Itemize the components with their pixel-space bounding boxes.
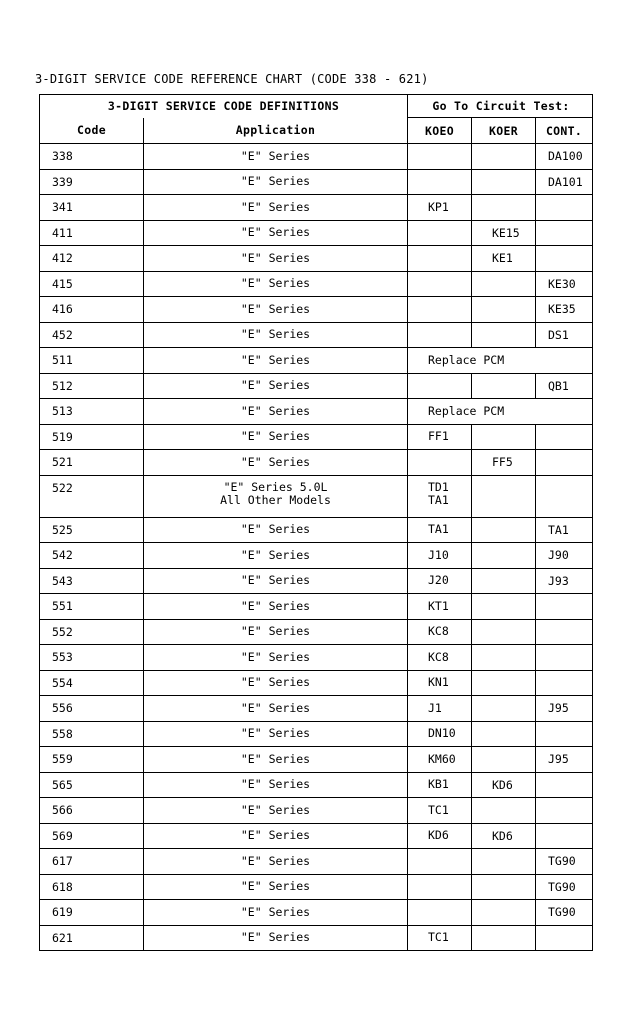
cont-cell (536, 195, 593, 221)
code-cell: 566 (40, 798, 144, 824)
application-column-header: Application (144, 118, 408, 144)
application-cell: "E" Series (144, 619, 408, 645)
code-column-header: Code (40, 118, 144, 144)
koeo-cell: DN10 (408, 721, 472, 747)
cont-cell (536, 619, 593, 645)
koeo-cell: J1 (408, 696, 472, 722)
application-cell: "E" Series (144, 798, 408, 824)
code-cell: 511 (40, 348, 144, 374)
table-row (40, 721, 593, 747)
code-cell: 542 (40, 543, 144, 569)
code-cell: 617 (40, 849, 144, 875)
koer-cell (472, 747, 536, 773)
koeo-cell (408, 373, 472, 399)
koer-cell (472, 543, 536, 569)
table-row (40, 195, 593, 221)
cont-column-header: CONT. (536, 118, 593, 144)
code-cell: 412 (40, 246, 144, 272)
code-cell: 565 (40, 772, 144, 798)
koeo-cell (408, 450, 472, 476)
table-row (40, 169, 593, 195)
cont-cell: DS1 (536, 322, 593, 348)
koeo-cell (408, 271, 472, 297)
code-cell: 519 (40, 424, 144, 450)
koer-cell (472, 900, 536, 926)
table-row (40, 900, 593, 926)
cont-cell: TG90 (536, 849, 593, 875)
cont-cell (536, 246, 593, 272)
replace-pcm-cell: Replace PCM (408, 399, 593, 425)
koeo-cell: KD6 (408, 823, 472, 849)
cont-cell (536, 925, 593, 951)
code-cell: 552 (40, 619, 144, 645)
cont-cell: J93 (536, 568, 593, 594)
cont-cell (536, 424, 593, 450)
koer-cell: KE15 (472, 220, 536, 246)
cont-cell (536, 772, 593, 798)
koeo-cell: TC1 (408, 798, 472, 824)
application-cell: "E" Series (144, 348, 408, 374)
application-cell: "E" Series (144, 543, 408, 569)
cont-cell (536, 721, 593, 747)
koer-cell (472, 297, 536, 323)
table-row (40, 874, 593, 900)
table-row (40, 747, 593, 773)
koer-cell (472, 169, 536, 195)
application-cell: "E" Series (144, 246, 408, 272)
application-cell: "E" Series (144, 568, 408, 594)
table-row (40, 543, 593, 569)
koeo-cell: J10 (408, 543, 472, 569)
code-cell: 619 (40, 900, 144, 926)
koeo-column-header: KOEO (408, 118, 472, 144)
table-row (40, 925, 593, 951)
application-cell: "E" Series (144, 645, 408, 671)
koeo-cell (408, 849, 472, 875)
koeo-cell: FF1 (408, 424, 472, 450)
cont-cell (536, 645, 593, 671)
koer-cell (472, 645, 536, 671)
header-row-1 (40, 95, 593, 118)
application-cell: "E" Series (144, 424, 408, 450)
koeo-cell: TC1 (408, 925, 472, 951)
koer-cell (472, 517, 536, 543)
koeo-cell: KB1 (408, 772, 472, 798)
code-cell: 338 (40, 144, 144, 170)
application-cell: "E" Series (144, 696, 408, 722)
application-cell: "E" Series (144, 874, 408, 900)
code-cell: 411 (40, 220, 144, 246)
application-cell: "E" Series (144, 297, 408, 323)
koeo-cell (408, 246, 472, 272)
application-cell: "E" Series (144, 670, 408, 696)
application-cell: "E" Series (144, 220, 408, 246)
koer-cell (472, 322, 536, 348)
application-cell (144, 475, 408, 517)
code-cell: 551 (40, 594, 144, 620)
application-cell: "E" Series (144, 925, 408, 951)
koeo-cell (408, 900, 472, 926)
koeo-cell: KN1 (408, 670, 472, 696)
code-cell: 452 (40, 322, 144, 348)
application-cell-line: All Other Models (220, 492, 331, 507)
table-row (40, 823, 593, 849)
koer-cell (472, 195, 536, 221)
code-cell: 521 (40, 450, 144, 476)
chart-title: 3-DIGIT SERVICE CODE REFERENCE CHART (CODE 338 - 621) (35, 72, 429, 86)
code-cell: 556 (40, 696, 144, 722)
application-cell: "E" Series (144, 144, 408, 170)
code-cell: 558 (40, 721, 144, 747)
table-row (40, 772, 593, 798)
service-code-table (39, 94, 593, 951)
table-row (40, 297, 593, 323)
koer-cell (472, 594, 536, 620)
koer-cell (472, 144, 536, 170)
table-row (40, 670, 593, 696)
application-cell: "E" Series (144, 823, 408, 849)
cont-cell: TG90 (536, 900, 593, 926)
code-cell: 621 (40, 925, 144, 951)
koeo-cell (408, 144, 472, 170)
application-cell: "E" Series (144, 271, 408, 297)
table-row (40, 399, 593, 425)
koer-cell (472, 424, 536, 450)
koer-cell: KD6 (472, 823, 536, 849)
code-cell: 525 (40, 517, 144, 543)
code-cell: 513 (40, 399, 144, 425)
table-row (40, 568, 593, 594)
code-cell: 512 (40, 373, 144, 399)
koer-cell (472, 373, 536, 399)
table-row (40, 517, 593, 543)
koer-cell (472, 798, 536, 824)
koeo-cell (408, 874, 472, 900)
koeo-cell: KM60 (408, 747, 472, 773)
koeo-cell: KP1 (408, 195, 472, 221)
application-cell: "E" Series (144, 399, 408, 425)
code-cell: 559 (40, 747, 144, 773)
table-row (40, 594, 593, 620)
code-cell: 415 (40, 271, 144, 297)
table-row (40, 322, 593, 348)
koeo-cell (408, 220, 472, 246)
cont-cell (536, 475, 593, 517)
application-cell: "E" Series (144, 322, 408, 348)
cont-cell: J95 (536, 696, 593, 722)
table-body (40, 144, 593, 951)
code-cell: 416 (40, 297, 144, 323)
koer-cell (472, 568, 536, 594)
table-row (40, 373, 593, 399)
table-row (40, 271, 593, 297)
koer-cell (472, 670, 536, 696)
table-row (40, 849, 593, 875)
application-cell: "E" Series (144, 721, 408, 747)
koer-cell: KD6 (472, 772, 536, 798)
application-cell: "E" Series (144, 772, 408, 798)
koeo-cell (408, 475, 472, 517)
table-row (40, 424, 593, 450)
cont-cell: J90 (536, 543, 593, 569)
code-cell: 339 (40, 169, 144, 195)
koer-cell (472, 925, 536, 951)
cont-cell: J95 (536, 747, 593, 773)
koer-cell (472, 475, 536, 517)
cont-cell: TG90 (536, 874, 593, 900)
cont-cell: KE30 (536, 271, 593, 297)
application-cell-line: "E" Series 5.0L (223, 479, 328, 494)
table-row (40, 645, 593, 671)
application-cell: "E" Series (144, 195, 408, 221)
koer-cell: KE1 (472, 246, 536, 272)
application-cell: "E" Series (144, 594, 408, 620)
cont-cell: KE35 (536, 297, 593, 323)
cont-cell (536, 450, 593, 476)
cont-cell (536, 823, 593, 849)
cont-cell: TA1 (536, 517, 593, 543)
koer-cell (472, 271, 536, 297)
application-cell: "E" Series (144, 517, 408, 543)
table-row (40, 798, 593, 824)
table-row (40, 144, 593, 170)
koeo-cell: J20 (408, 568, 472, 594)
code-cell: 543 (40, 568, 144, 594)
koeo-cell-line: TD1 (428, 479, 449, 494)
koer-column-header: KOER (472, 118, 536, 144)
koeo-cell: KC8 (408, 645, 472, 671)
header-row-2 (40, 118, 593, 144)
application-cell: "E" Series (144, 849, 408, 875)
replace-pcm-cell: Replace PCM (408, 348, 593, 374)
table-row (40, 696, 593, 722)
koeo-cell: KT1 (408, 594, 472, 620)
koer-cell (472, 849, 536, 875)
koeo-cell-line: TA1 (428, 492, 449, 507)
code-cell: 522 (40, 475, 144, 517)
koeo-cell: TA1 (408, 517, 472, 543)
koeo-cell (408, 322, 472, 348)
application-cell: "E" Series (144, 450, 408, 476)
code-cell: 569 (40, 823, 144, 849)
code-cell: 554 (40, 670, 144, 696)
table-row (40, 619, 593, 645)
application-cell: "E" Series (144, 747, 408, 773)
cont-cell: DA100 (536, 144, 593, 170)
koer-cell (472, 619, 536, 645)
definitions-header: 3-DIGIT SERVICE CODE DEFINITIONS (40, 95, 408, 118)
cont-cell: DA101 (536, 169, 593, 195)
cont-cell (536, 594, 593, 620)
go-to-circuit-test-header: Go To Circuit Test: (408, 95, 593, 118)
koer-cell (472, 874, 536, 900)
koeo-cell (408, 297, 472, 323)
table-row (40, 475, 593, 517)
code-cell: 618 (40, 874, 144, 900)
table-row (40, 450, 593, 476)
table-row (40, 246, 593, 272)
koer-cell (472, 696, 536, 722)
table-row (40, 348, 593, 374)
table-row (40, 220, 593, 246)
koer-cell (472, 721, 536, 747)
koeo-cell (408, 169, 472, 195)
cont-cell (536, 220, 593, 246)
cont-cell: QB1 (536, 373, 593, 399)
code-cell: 341 (40, 195, 144, 221)
cont-cell (536, 670, 593, 696)
application-cell: "E" Series (144, 373, 408, 399)
application-cell: "E" Series (144, 169, 408, 195)
application-cell: "E" Series (144, 900, 408, 926)
code-cell: 553 (40, 645, 144, 671)
koeo-cell: KC8 (408, 619, 472, 645)
koer-cell: FF5 (472, 450, 536, 476)
cont-cell (536, 798, 593, 824)
